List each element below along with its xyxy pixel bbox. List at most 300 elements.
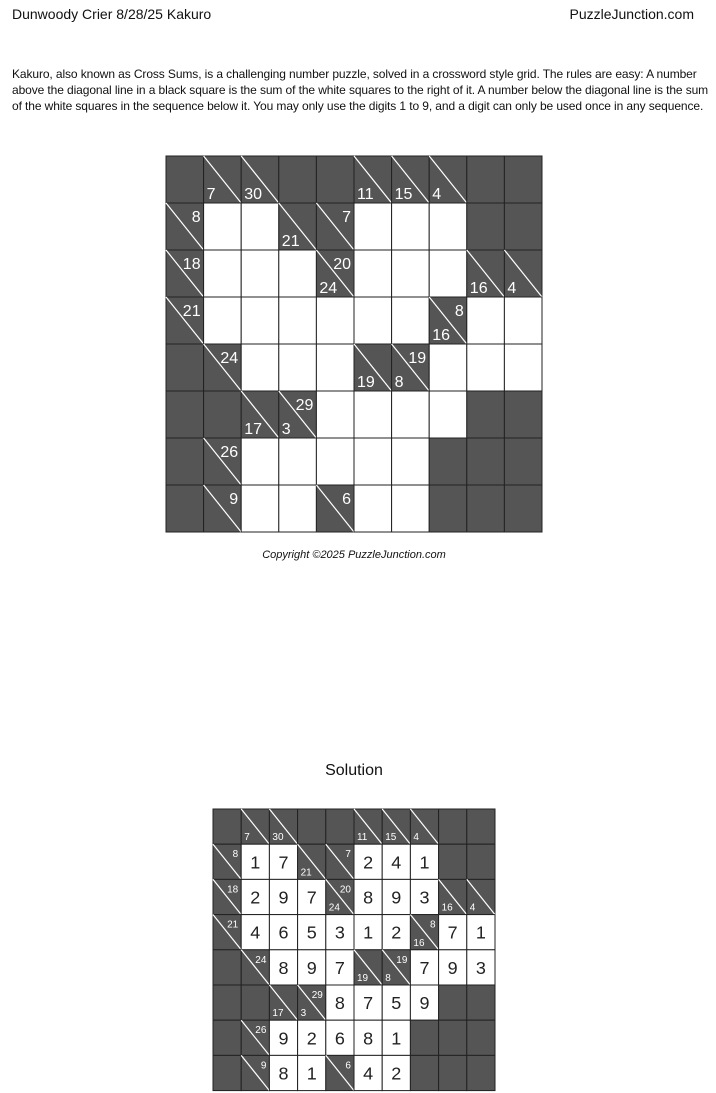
cell-background bbox=[326, 809, 354, 844]
puzzle-clue-cell bbox=[166, 203, 204, 250]
cell-background bbox=[429, 344, 467, 391]
puzzle-black-cell bbox=[504, 438, 542, 485]
down-clue: 16 bbox=[441, 902, 453, 914]
cell-background bbox=[504, 156, 542, 203]
cell-background bbox=[467, 156, 505, 203]
solution-digit: 8 bbox=[334, 993, 345, 1014]
cell-background bbox=[467, 203, 505, 250]
puzzle-white-cell bbox=[204, 203, 242, 250]
solution-clue-cell bbox=[213, 915, 241, 950]
down-clue: 21 bbox=[300, 867, 312, 879]
solution-digit: 7 bbox=[334, 957, 345, 978]
cell-background bbox=[354, 250, 392, 297]
puzzle-white-cell bbox=[241, 438, 279, 485]
puzzle-clue-cell bbox=[504, 250, 542, 297]
puzzle-clue-cell bbox=[354, 156, 392, 203]
puzzle-clue-cell bbox=[279, 391, 317, 438]
down-clue: 4 bbox=[413, 832, 419, 844]
across-clue: 24 bbox=[255, 954, 267, 966]
solution-clue-cell bbox=[269, 985, 297, 1020]
cell-background bbox=[316, 297, 354, 344]
solution-clue-cell bbox=[269, 809, 297, 844]
solution-digit: 4 bbox=[363, 1063, 374, 1084]
solution-white-cell bbox=[382, 1055, 410, 1090]
down-clue: 4 bbox=[507, 280, 517, 297]
puzzle-black-cell bbox=[166, 344, 204, 391]
puzzle-clue-cell bbox=[204, 156, 242, 203]
puzzle-grid bbox=[165, 155, 543, 533]
solution-digit: 7 bbox=[419, 957, 430, 978]
solution-white-cell bbox=[382, 879, 410, 914]
cell-background bbox=[241, 344, 279, 391]
across-clue: 21 bbox=[227, 919, 239, 931]
puzzle-white-cell bbox=[392, 297, 430, 344]
solution-digit: 1 bbox=[363, 922, 374, 943]
puzzle-black-cell bbox=[166, 156, 204, 203]
across-clue: 7 bbox=[345, 849, 352, 861]
cell-background bbox=[279, 344, 317, 391]
cell-background bbox=[439, 1020, 467, 1055]
solution-white-cell bbox=[467, 915, 495, 950]
solution-white-cell bbox=[410, 950, 438, 985]
solution-white-cell bbox=[382, 915, 410, 950]
cell-background bbox=[467, 844, 495, 879]
cell-background bbox=[392, 203, 430, 250]
solution-digit: 6 bbox=[334, 1028, 345, 1049]
solution-black-cell bbox=[241, 985, 269, 1020]
puzzle-white-cell bbox=[316, 438, 354, 485]
puzzle-white-cell bbox=[429, 391, 467, 438]
solution-clue-cell bbox=[410, 809, 438, 844]
across-clue: 8 bbox=[191, 209, 201, 226]
solution-digit: 2 bbox=[391, 922, 402, 943]
solution-digit: 4 bbox=[250, 922, 261, 943]
cell-background bbox=[279, 250, 317, 297]
cell-background bbox=[467, 297, 505, 344]
across-clue: 9 bbox=[229, 491, 239, 508]
puzzle-clue-cell bbox=[316, 203, 354, 250]
solution-white-cell bbox=[354, 844, 382, 879]
puzzle-white-cell bbox=[279, 344, 317, 391]
solution-white-cell bbox=[269, 1020, 297, 1055]
across-clue: 7 bbox=[342, 209, 351, 226]
puzzle-white-cell bbox=[241, 250, 279, 297]
cell-background bbox=[392, 391, 430, 438]
solution-clue-cell bbox=[241, 1020, 269, 1055]
across-clue: 21 bbox=[182, 303, 201, 320]
across-clue: 18 bbox=[227, 884, 239, 896]
cell-background bbox=[316, 156, 354, 203]
solution-digit: 9 bbox=[391, 887, 402, 908]
solution-digit: 1 bbox=[391, 1028, 402, 1049]
cell-background bbox=[504, 344, 542, 391]
solution-white-cell bbox=[439, 950, 467, 985]
cell-background bbox=[410, 1020, 438, 1055]
solution-white-cell bbox=[269, 915, 297, 950]
solution-black-cell bbox=[439, 844, 467, 879]
puzzle-white-cell bbox=[392, 250, 430, 297]
puzzle-white-cell bbox=[354, 438, 392, 485]
solution-clue-cell bbox=[382, 809, 410, 844]
solution-digit: 8 bbox=[278, 957, 289, 978]
down-clue: 11 bbox=[357, 186, 374, 203]
instructions bbox=[12, 66, 709, 114]
down-clue: 17 bbox=[272, 1008, 284, 1020]
cell-background bbox=[316, 391, 354, 438]
puzzle-white-cell bbox=[429, 250, 467, 297]
puzzle-black-cell bbox=[467, 485, 505, 532]
solution-grid bbox=[212, 808, 496, 1092]
across-clue: 8 bbox=[454, 303, 464, 320]
cell-background bbox=[298, 809, 326, 844]
puzzle-clue-cell bbox=[467, 250, 505, 297]
across-clue: 24 bbox=[220, 350, 239, 367]
puzzle-black-cell bbox=[504, 156, 542, 203]
puzzle-clue-cell bbox=[279, 203, 317, 250]
solution-black-cell bbox=[467, 985, 495, 1020]
puzzle-clue-cell bbox=[204, 485, 242, 532]
cell-background bbox=[241, 250, 279, 297]
puzzle-black-cell bbox=[467, 438, 505, 485]
puzzle-white-cell bbox=[467, 297, 505, 344]
cell-background bbox=[504, 438, 542, 485]
cell-background bbox=[467, 1020, 495, 1055]
solution-svg bbox=[212, 808, 496, 1092]
solution-digit: 7 bbox=[363, 993, 374, 1014]
puzzle-clue-cell bbox=[429, 297, 467, 344]
puzzle-white-cell bbox=[241, 297, 279, 344]
solution-clue-cell bbox=[298, 844, 326, 879]
cell-background bbox=[429, 391, 467, 438]
solution-digit: 1 bbox=[250, 852, 261, 873]
solution-white-cell bbox=[326, 915, 354, 950]
solution-white-cell bbox=[269, 950, 297, 985]
puzzle-clue-cell bbox=[316, 250, 354, 297]
puzzle-clue-cell bbox=[166, 297, 204, 344]
across-clue: 26 bbox=[220, 444, 239, 461]
header-title: Dunwoody Crier 8/28/25 Kakuro bbox=[12, 6, 212, 22]
solution-clue-cell bbox=[241, 950, 269, 985]
solution-white-cell bbox=[382, 844, 410, 879]
solution-digit: 8 bbox=[363, 1028, 374, 1049]
solution-black-cell bbox=[467, 844, 495, 879]
cell-background bbox=[166, 156, 204, 203]
cell-background bbox=[166, 344, 204, 391]
solution-clue-cell bbox=[326, 879, 354, 914]
cell-background bbox=[204, 297, 242, 344]
puzzle-white-cell bbox=[429, 203, 467, 250]
solution-white-cell bbox=[269, 844, 297, 879]
puzzle-white-cell bbox=[354, 203, 392, 250]
across-clue: 20 bbox=[339, 884, 352, 896]
solution-black-cell bbox=[467, 1020, 495, 1055]
cell-background bbox=[467, 344, 505, 391]
solution-clue-cell bbox=[326, 844, 354, 879]
down-clue: 16 bbox=[413, 937, 425, 949]
puzzle-black-cell bbox=[504, 485, 542, 532]
puzzle-clue-cell bbox=[166, 250, 204, 297]
cell-background bbox=[467, 438, 505, 485]
solution-clue-cell bbox=[213, 844, 241, 879]
down-clue: 16 bbox=[469, 280, 488, 297]
solution-black-cell bbox=[467, 809, 495, 844]
solution-white-cell bbox=[298, 950, 326, 985]
puzzle-white-cell bbox=[392, 438, 430, 485]
cell-background bbox=[241, 485, 279, 532]
solution-white-cell bbox=[382, 985, 410, 1020]
solution-digit: 2 bbox=[391, 1063, 402, 1084]
puzzle-white-cell bbox=[241, 344, 279, 391]
down-clue: 4 bbox=[469, 902, 476, 914]
cell-background bbox=[241, 203, 279, 250]
solution-digit: 9 bbox=[278, 1028, 289, 1049]
puzzle-clue-cell bbox=[392, 156, 430, 203]
puzzle-white-cell bbox=[316, 297, 354, 344]
down-clue: 16 bbox=[432, 327, 450, 344]
solution-title: Solution bbox=[325, 762, 383, 779]
across-clue: 8 bbox=[430, 919, 436, 931]
solution-white-cell bbox=[354, 985, 382, 1020]
cell-background bbox=[279, 297, 317, 344]
down-clue: 8 bbox=[385, 972, 391, 984]
puzzle-white-cell bbox=[504, 297, 542, 344]
puzzle-white-cell bbox=[279, 438, 317, 485]
cell-background bbox=[467, 485, 505, 532]
solution-black-cell bbox=[213, 1055, 241, 1090]
cell-background bbox=[392, 250, 430, 297]
solution-white-cell bbox=[410, 985, 438, 1020]
instructions-line: of the white squares in the sequence below it. You may only use the digits 1 to 9, and a digit can only be used once in any sequence. bbox=[12, 99, 704, 113]
puzzle-black-cell bbox=[504, 203, 542, 250]
down-clue: 15 bbox=[385, 832, 397, 844]
down-clue: 21 bbox=[281, 233, 300, 250]
cell-background bbox=[392, 485, 430, 532]
puzzle-white-cell bbox=[204, 297, 242, 344]
puzzle-white-cell bbox=[279, 485, 317, 532]
cell-background bbox=[279, 485, 317, 532]
puzzle-white-cell bbox=[316, 344, 354, 391]
down-clue: 17 bbox=[244, 421, 262, 438]
puzzle-clue-cell bbox=[204, 438, 242, 485]
puzzle-clue-cell bbox=[429, 156, 467, 203]
cell-background bbox=[354, 203, 392, 250]
puzzle-clue-cell bbox=[241, 156, 279, 203]
solution-white-cell bbox=[467, 950, 495, 985]
solution-white-cell bbox=[298, 1020, 326, 1055]
across-clue: 20 bbox=[333, 256, 351, 273]
cell-background bbox=[467, 985, 495, 1020]
cell-background bbox=[504, 203, 542, 250]
cell-background bbox=[439, 1055, 467, 1090]
puzzle-white-cell bbox=[316, 391, 354, 438]
solution-black-cell bbox=[439, 985, 467, 1020]
solution-white-cell bbox=[269, 879, 297, 914]
down-clue: 3 bbox=[281, 421, 291, 438]
puzzle-svg bbox=[165, 155, 543, 533]
cell-background bbox=[439, 985, 467, 1020]
puzzle-black-cell bbox=[467, 156, 505, 203]
down-clue: 30 bbox=[244, 186, 262, 203]
solution-white-cell bbox=[241, 915, 269, 950]
cell-background bbox=[279, 438, 317, 485]
puzzle-white-cell bbox=[392, 203, 430, 250]
solution-black-cell bbox=[439, 809, 467, 844]
instructions-line: Kakuro, also known as Cross Sums, is a challenging number puzzle, solved in a crossword style grid. The rules are easy: A number bbox=[12, 67, 697, 81]
cell-background bbox=[467, 1055, 495, 1090]
solution-white-cell bbox=[354, 879, 382, 914]
down-clue: 30 bbox=[272, 832, 284, 844]
solution-white-cell bbox=[410, 844, 438, 879]
solution-black-cell bbox=[213, 1020, 241, 1055]
solution-white-cell bbox=[298, 915, 326, 950]
solution-digit: 4 bbox=[391, 852, 402, 873]
solution-white-cell bbox=[298, 1055, 326, 1090]
solution-black-cell bbox=[410, 1055, 438, 1090]
across-clue: 18 bbox=[182, 256, 201, 273]
cell-background bbox=[166, 438, 204, 485]
solution-black-cell bbox=[439, 1055, 467, 1090]
solution-clue-cell bbox=[354, 950, 382, 985]
puzzle-black-cell bbox=[166, 438, 204, 485]
cell-background bbox=[429, 485, 467, 532]
solution-digit: 2 bbox=[363, 852, 374, 873]
copyright: Copyright ©2025 PuzzleJunction.com bbox=[262, 549, 446, 561]
puzzle-black-cell bbox=[429, 485, 467, 532]
cell-background bbox=[241, 985, 269, 1020]
solution-black-cell bbox=[467, 1055, 495, 1090]
cell-background bbox=[504, 391, 542, 438]
solution-digit: 7 bbox=[306, 887, 317, 908]
down-clue: 19 bbox=[357, 374, 375, 391]
puzzle-black-cell bbox=[429, 438, 467, 485]
solution-white-cell bbox=[410, 879, 438, 914]
solution-digit: 3 bbox=[475, 957, 486, 978]
cell-background bbox=[410, 1055, 438, 1090]
puzzle-white-cell bbox=[279, 297, 317, 344]
across-clue: 9 bbox=[260, 1060, 267, 1072]
cell-background bbox=[354, 485, 392, 532]
puzzle-clue-cell bbox=[354, 344, 392, 391]
solution-white-cell bbox=[326, 1020, 354, 1055]
puzzle-black-cell bbox=[504, 391, 542, 438]
cell-background bbox=[467, 391, 505, 438]
solution-digit: 9 bbox=[447, 957, 458, 978]
cell-background bbox=[213, 809, 241, 844]
cell-background bbox=[279, 156, 317, 203]
puzzle-white-cell bbox=[392, 391, 430, 438]
puzzle-black-cell bbox=[166, 485, 204, 532]
cell-background bbox=[439, 844, 467, 879]
solution-digit: 7 bbox=[278, 852, 289, 873]
solution-digit: 3 bbox=[334, 922, 345, 943]
solution-clue-cell bbox=[439, 879, 467, 914]
solution-digit: 8 bbox=[278, 1063, 289, 1084]
solution-clue-cell bbox=[467, 879, 495, 914]
puzzle-white-cell bbox=[392, 485, 430, 532]
solution-digit: 8 bbox=[363, 887, 374, 908]
cell-background bbox=[213, 985, 241, 1020]
cell-background bbox=[213, 950, 241, 985]
cell-background bbox=[241, 438, 279, 485]
across-clue: 19 bbox=[408, 350, 427, 367]
puzzle-clue-cell bbox=[316, 485, 354, 532]
cell-background bbox=[467, 809, 495, 844]
instructions-line: above the diagonal line in a black square is the sum of the white squares to the right of it. A number below the diagonal line is the sum bbox=[12, 83, 709, 97]
solution-digit: 1 bbox=[306, 1063, 317, 1084]
cell-background bbox=[316, 344, 354, 391]
cell-background bbox=[204, 250, 242, 297]
solution-clue-cell bbox=[213, 879, 241, 914]
solution-digit: 9 bbox=[306, 957, 317, 978]
solution-digit: 9 bbox=[419, 993, 430, 1014]
cell-background bbox=[204, 203, 242, 250]
solution-digit: 5 bbox=[391, 993, 402, 1014]
solution-white-cell bbox=[241, 844, 269, 879]
solution-black-cell bbox=[213, 809, 241, 844]
solution-black-cell bbox=[439, 1020, 467, 1055]
across-clue: 6 bbox=[345, 1060, 352, 1072]
solution-white-cell bbox=[241, 879, 269, 914]
cell-background bbox=[354, 391, 392, 438]
header-site: PuzzleJunction.com bbox=[569, 6, 694, 22]
puzzle-black-cell bbox=[279, 156, 317, 203]
cell-background bbox=[204, 391, 242, 438]
puzzle-white-cell bbox=[241, 485, 279, 532]
across-clue: 6 bbox=[342, 491, 351, 508]
down-clue: 24 bbox=[328, 902, 340, 914]
solution-white-cell bbox=[354, 1020, 382, 1055]
cell-background bbox=[166, 391, 204, 438]
cell-background bbox=[213, 1055, 241, 1090]
puzzle-white-cell bbox=[354, 297, 392, 344]
down-clue: 3 bbox=[300, 1008, 307, 1020]
down-clue: 11 bbox=[356, 832, 368, 844]
puzzle-white-cell bbox=[467, 344, 505, 391]
cell-background bbox=[504, 297, 542, 344]
cell-background bbox=[429, 203, 467, 250]
puzzle-black-cell bbox=[316, 156, 354, 203]
solution-digit: 6 bbox=[278, 922, 289, 943]
cell-background bbox=[166, 485, 204, 532]
solution-clue-cell bbox=[382, 950, 410, 985]
solution-clue-cell bbox=[241, 809, 269, 844]
solution-black-cell bbox=[410, 1020, 438, 1055]
puzzle-white-cell bbox=[354, 391, 392, 438]
cell-background bbox=[429, 438, 467, 485]
solution-digit: 5 bbox=[306, 922, 317, 943]
solution-clue-cell bbox=[241, 1055, 269, 1090]
solution-white-cell bbox=[298, 879, 326, 914]
across-clue: 29 bbox=[295, 397, 314, 414]
down-clue: 7 bbox=[206, 186, 216, 203]
solution-white-cell bbox=[439, 915, 467, 950]
solution-digit: 7 bbox=[447, 922, 458, 943]
solution-digit: 9 bbox=[278, 887, 289, 908]
cell-background bbox=[354, 297, 392, 344]
solution-white-cell bbox=[354, 915, 382, 950]
solution-white-cell bbox=[326, 985, 354, 1020]
puzzle-white-cell bbox=[279, 250, 317, 297]
cell-background bbox=[213, 1020, 241, 1055]
solution-clue-cell bbox=[354, 809, 382, 844]
puzzle-white-cell bbox=[504, 344, 542, 391]
solution-digit: 1 bbox=[475, 922, 486, 943]
solution-black-cell bbox=[213, 950, 241, 985]
puzzle-clue-cell bbox=[204, 344, 242, 391]
across-clue: 26 bbox=[255, 1025, 267, 1037]
solution-white-cell bbox=[382, 1020, 410, 1055]
solution-white-cell bbox=[354, 1055, 382, 1090]
